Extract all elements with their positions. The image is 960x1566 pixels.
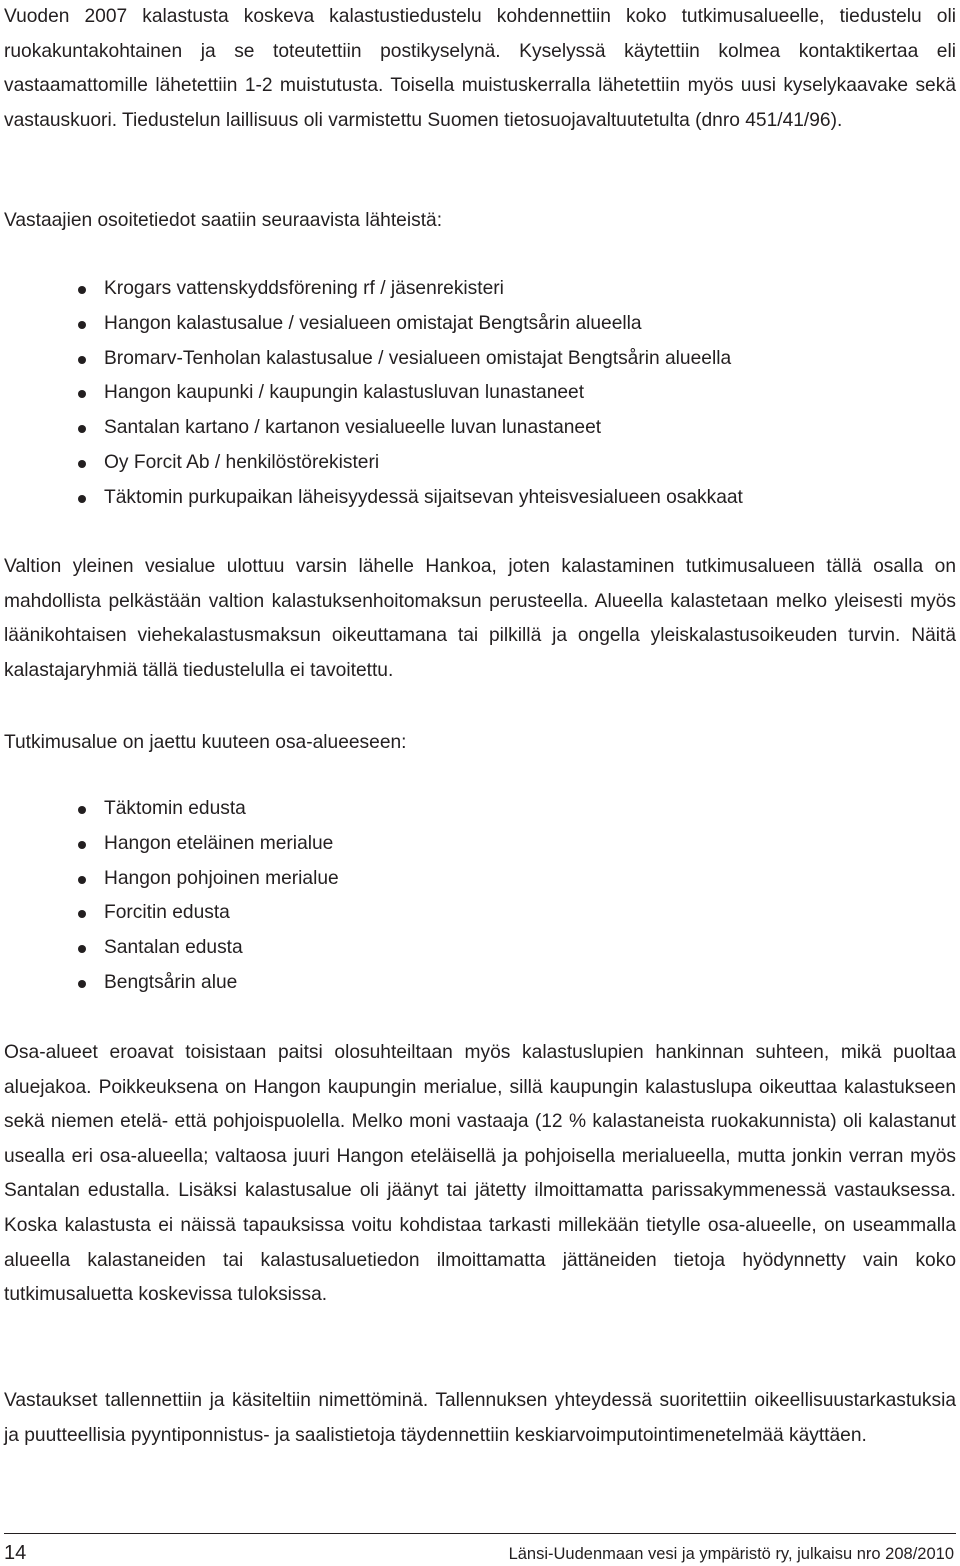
paragraph-state-waters: Valtion yleinen vesialue ulottuu varsin lähelle Hankoa, joten kalastaminen tutkimusalueen tällä osalla on mahdollista pelkästään valtion kalastuksenhoitomaksun perusteella. Alueella kalastetaan melko yleisesti myös läänikohtaisen viehekalastusmaksun oikeuttamana tai pilkillä ja ongella yleiskalastusoikeuden turvin. Näitä kalastajaryhmiä tällä tiedustelulla ei tavoitettu. [4,556,956,681]
bullet-icon [78,945,86,953]
list-item [76,342,743,377]
list-item-text: Hangon eteläinen merialue [104,832,334,854]
bullet-icon [78,425,86,433]
list-item-text: Krogars vattenskyddsförening rf / jäsenrekisteri [104,278,504,299]
list-item-text: Bromarv-Tenholan kalastusalue / vesialueen omistajat Bengtsårin alueella [104,347,732,369]
list-item-text: Forcitin edusta [104,902,230,924]
bullet-icon [78,910,86,918]
subareas-list [76,792,339,1001]
paragraph-data-processing: Vastaukset tallennettiin ja käsiteltiin nimettöminä. Tallennuksen yhteydessä suoritettiin oikeellisuustarkastuksia ja puutteellisia pyyntiponnistus- ja saalistietoja täydennettiin keskiarvoimputointimenetelmää käyttäen. [4,1390,956,1446]
list-item [76,446,743,481]
list-item-text: Hangon kaupunki / kaupungin kalastusluvan lunastaneet [104,382,585,404]
bullet-icon [78,356,86,364]
bullet-icon [78,286,86,294]
list-item [76,896,339,931]
sources-list [76,272,743,516]
list-item-text: Täktomin purkupaikan läheisyydessä sijaitsevan yhteisvesialueen osakkaat [104,486,743,508]
list-item-text: Bengtsårin alue [104,971,238,993]
list-item [76,411,743,446]
list-item-text: Täktomin edusta [104,798,246,819]
list-item-text: Santalan kartano / kartanon vesialueelle luvan lunastaneet [104,417,602,439]
paragraph-subarea-differences: Osa-alueet eroavat toisistaan paitsi olosuhteiltaan myös kalastuslupien hankinnan suhteen, mikä puoltaa aluejakoa. Poikkeuksena on Hangon kaupungin merialue, sillä kaupungin kalastuslupa oikeuttaa kalastukseen sekä niemen etelä- että pohjoispuolella. Melko moni vastaaja (12 % kalastaneista ruokakunnista) oli kalastanut usealla eri osa-alueella; valtaosa juuri Hangon eteläisellä ja pohjoisella merialueella, mutta jonkin verran myös Santalan edustalla. Lisäksi kalastusalue oli jäänyt tai jätetty ilmoittamatta parissakymmenessä vastauksessa. Koska kalastusta ei näissä tapauksissa voitu kohdistaa tarkasti millekään tietylle osa-alueelle, on useammalla alueella kalastaneiden tai kalastusaluetiedon ilmoittamatta jättäneiden tietoja hyödynnetty vain koko tutkimusaluetta koskevissa tuloksissa. [4,1042,956,1306]
bullet-icon [78,321,86,329]
list-item [76,792,339,827]
list-item [76,272,743,307]
paragraph-sources-intro: Vastaajien osoitetiedot saatiin seuraavista lähteistä: [4,210,443,231]
list-item [76,827,339,862]
list-item [76,481,743,516]
footer-publication: Länsi-Uudenmaan vesi ja ympäristö ry, julkaisu nro 208/2010 [508,1545,954,1563]
paragraph-survey-method: Vuoden 2007 kalastusta koskeva kalastustiedustelu kohdennettiin koko tutkimusalueelle, tiedustelu oli ruokakuntakohtainen ja se toteutettiin postikyselynä. Kyselyssä käytettiin kolmea kontaktikertaa eli vastaamattomille lähetettiin 1-2 muistutusta. Toisella muistuskerralla lähetettiin myös uusi kyselykaavake sekä vastauskuori. Tiedustelun laillisuus oli varmistettu Suomen tietosuojavaltuutetulta (dnro 451/41/96). [4,6,956,131]
list-item [76,376,743,411]
bullet-icon [78,876,86,884]
bullet-icon [78,806,86,814]
list-item-text: Oy Forcit Ab / henkilöstörekisteri [104,451,380,473]
bullet-icon [78,495,86,503]
list-item-text: Hangon kalastusalue / vesialueen omistajat Bengtsårin alueella [104,312,642,334]
paragraph-subareas-intro: Tutkimusalue on jaettu kuuteen osa-alueeseen: [4,732,407,753]
bullet-icon [78,841,86,849]
page-number: 14 [4,1542,27,1564]
list-item-text: Santalan edusta [104,937,243,959]
bullet-icon [78,390,86,398]
list-item [76,862,339,897]
list-item [76,931,339,966]
list-item [76,966,339,1001]
list-item-text: Hangon pohjoinen merialue [104,867,339,889]
bullet-icon [78,980,86,988]
list-item [76,307,743,342]
bullet-icon [78,460,86,468]
footer-divider [4,1533,956,1534]
